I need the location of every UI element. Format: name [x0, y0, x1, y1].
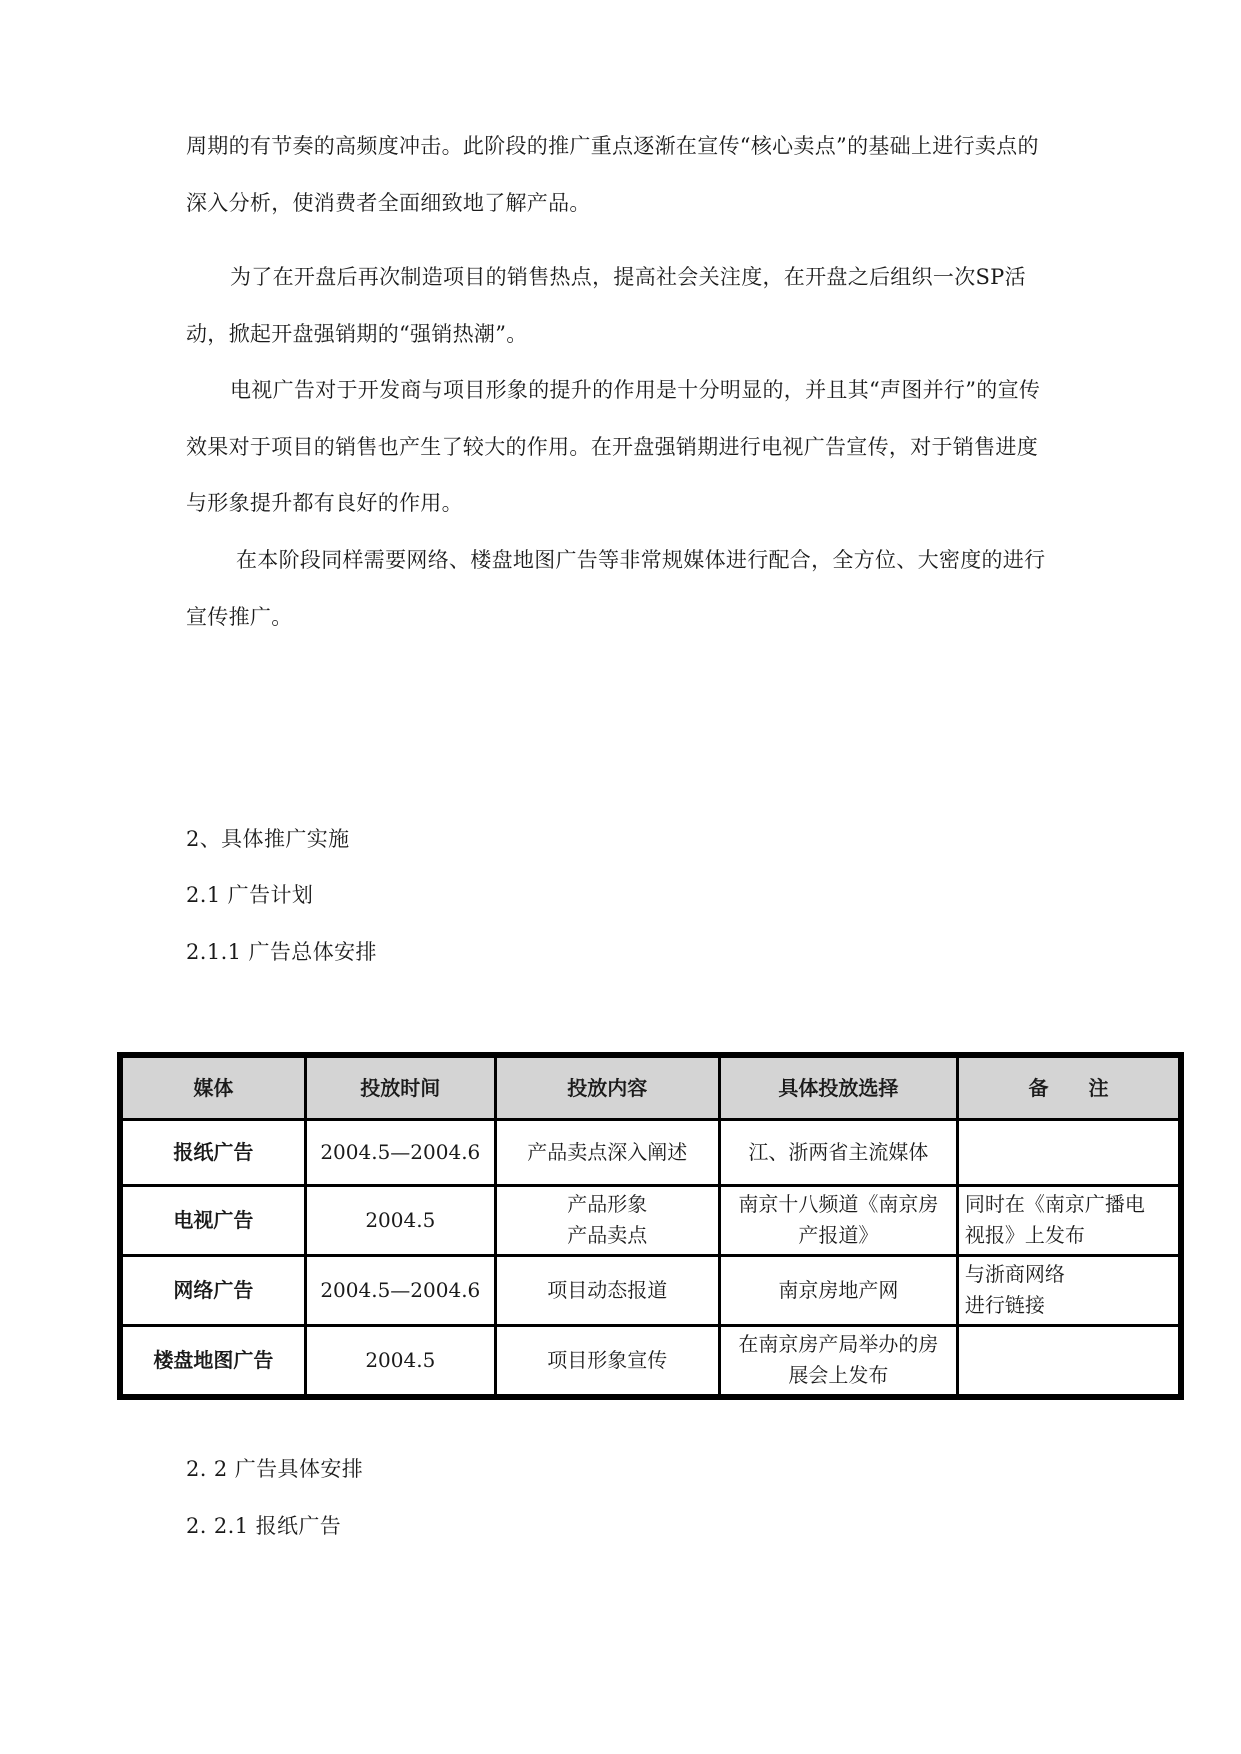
cell-media: 网络广告	[123, 1257, 304, 1324]
cell-choice-line: 江、浙两省主流媒体	[748, 1139, 929, 1164]
cell-note-line: 同时在《南京广播电	[964, 1192, 1145, 1217]
header-time: 投放时间	[307, 1058, 494, 1118]
cell-note-line: 进行链接	[964, 1293, 1045, 1318]
cell-time: 2004.5—2004.6	[307, 1121, 494, 1184]
heading-2-2-1: 2. 2.1 报纸广告	[186, 1514, 342, 1538]
table-row	[123, 1257, 1178, 1324]
cell-content-line: 产品卖点深入阐述	[527, 1139, 688, 1164]
cell-choice	[721, 1327, 956, 1394]
cell-choice	[721, 1121, 956, 1184]
header-note: 备 注	[959, 1058, 1178, 1118]
cell-content-line: 项目形象宣传	[547, 1347, 668, 1372]
paragraph-1: 周期的有节奏的高频度冲击。此阶段的推广重点逐渐在宣传“核心卖点”的基础上进行卖点的深入分析，使消费者全面细致地了解产品。	[186, 134, 1039, 215]
cell-content	[497, 1257, 718, 1324]
cell-time: 2004.5	[307, 1327, 494, 1394]
cell-note	[959, 1257, 1178, 1324]
cell-note	[959, 1121, 1178, 1184]
table-row	[123, 1327, 1178, 1394]
cell-content	[497, 1187, 718, 1254]
cell-note-line: 视报》上发布	[964, 1223, 1085, 1248]
cell-media: 报纸广告	[123, 1121, 304, 1184]
cell-choice-line: 在南京房产局举办的房	[738, 1332, 939, 1357]
table-header-row	[123, 1058, 1178, 1118]
cell-choice-line: 产报道》	[798, 1223, 879, 1248]
cell-media: 电视广告	[123, 1187, 304, 1254]
heading-section-2: 2、具体推广实施	[186, 827, 350, 851]
cell-note	[959, 1187, 1178, 1254]
cell-content-line: 项目动态报道	[547, 1277, 668, 1302]
heading-2-1-1: 2.1.1 广告总体安排	[186, 940, 377, 964]
paragraph-2: 为了在开盘后再次制造项目的销售热点，提高社会关注度，在开盘之后组织一次SP活动，掀起开盘强销期的“强销热潮”。	[186, 265, 1026, 346]
table-row	[123, 1121, 1178, 1184]
cell-content	[497, 1327, 718, 1394]
header-media: 媒体	[123, 1058, 304, 1118]
cell-choice	[721, 1257, 956, 1324]
cell-time: 2004.5	[307, 1187, 494, 1254]
ad-plan-table	[117, 1052, 1184, 1400]
cell-content-line: 产品形象	[567, 1192, 648, 1217]
cell-choice-line: 南京房地产网	[778, 1277, 899, 1302]
cell-note	[959, 1327, 1178, 1394]
cell-content-line: 产品卖点	[567, 1223, 648, 1248]
cell-time: 2004.5—2004.6	[307, 1257, 494, 1324]
cell-choice-line: 南京十八频道《南京房	[738, 1192, 939, 1217]
cell-note-line: 与浙商网络	[964, 1262, 1065, 1287]
heading-2-2: 2. 2 广告具体安排	[186, 1457, 364, 1481]
paragraph-3: 电视广告对于开发商与项目形象的提升的作用是十分明显的，并且其“声图并行”的宣传效果对于项目的销售也产生了较大的作用。在开盘强销期进行电视广告宣传，对于销售进度与形象提升都有良好的作用。	[186, 378, 1041, 515]
cell-choice	[721, 1187, 956, 1254]
heading-2-1: 2.1 广告计划	[186, 883, 314, 907]
header-content: 投放内容	[497, 1058, 718, 1118]
table-row	[123, 1187, 1178, 1254]
cell-choice-line: 展会上发布	[788, 1363, 889, 1388]
cell-media: 楼盘地图广告	[123, 1327, 304, 1394]
cell-content	[497, 1121, 718, 1184]
header-choice: 具体投放选择	[721, 1058, 956, 1118]
paragraph-4: 在本阶段同样需要网络、楼盘地图广告等非常规媒体进行配合，全方位、大密度的进行宣传推广。	[186, 548, 1046, 629]
